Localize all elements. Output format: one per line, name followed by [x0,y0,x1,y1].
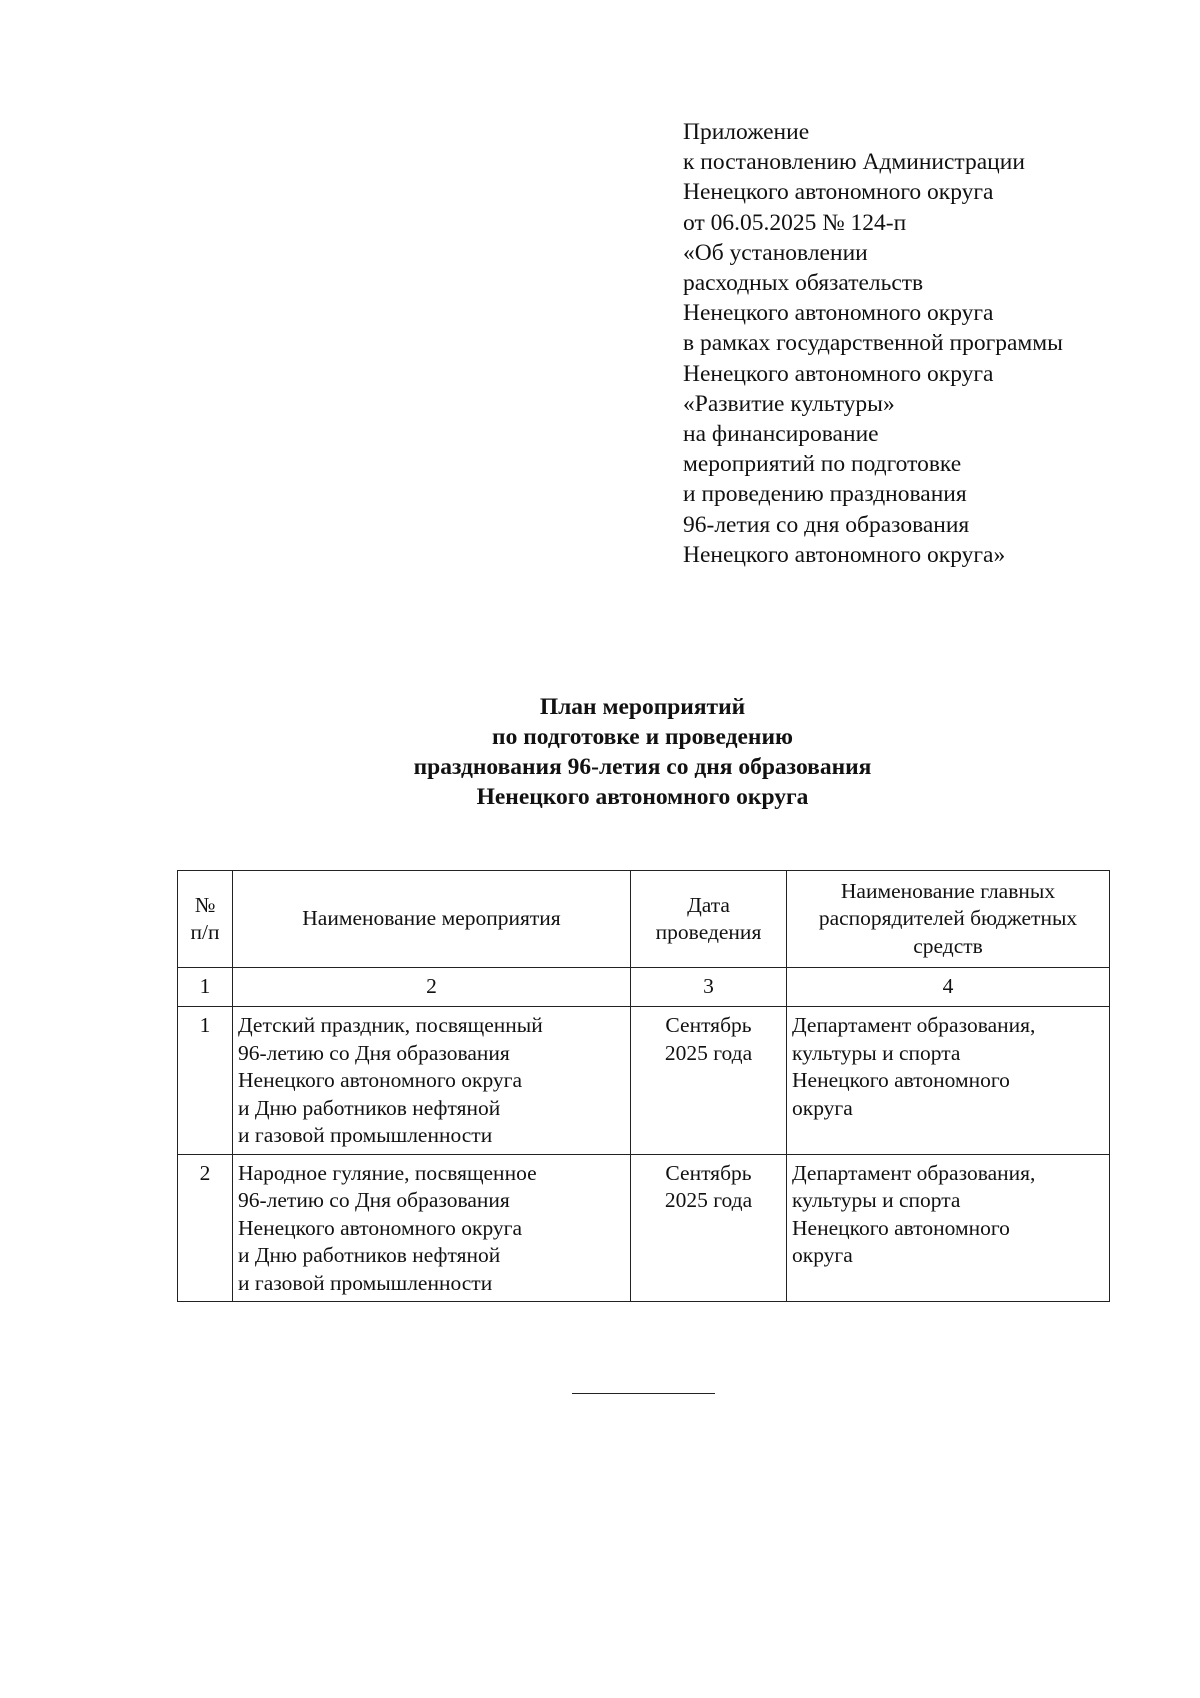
header-date: Дата проведения [631,871,787,968]
appendix-line: Ненецкого автономного округа [683,300,994,327]
budget-manager: Департамент образования, культуры и спорта Ненецкого автономного округа [787,1007,1110,1155]
column-number-row [178,968,1110,1007]
table-row [178,1007,1110,1155]
title-line: Ненецкого автономного округа [476,784,809,810]
appendix-line: Ненецкого автономного округа» [683,541,1006,568]
appendix-line: 96-летия со дня образования [683,511,970,538]
title-line: празднования 96-летия со дня образования [413,754,872,780]
column-number: 3 [631,968,787,1007]
table-header-row [178,871,1110,968]
column-number: 2 [233,968,631,1007]
appendix-line: Ненецкого автономного округа [683,360,994,387]
event-date: Сентябрь 2025 года [631,1007,787,1155]
event-name: Детский праздник, посвященный 96-летию со Дня образования Ненецкого автономного округа и Дню работников нефтяной и газовой промышленности [233,1007,631,1155]
appendix-line: расходных обязательств [683,270,924,297]
appendix-block [683,117,1163,570]
appendix-line: от 06.05.2025 № 124-п [683,209,907,236]
events-plan-table [177,870,1110,1302]
appendix-line: к постановлению Администрации [683,149,1025,176]
title-line: по подготовке и проведению [492,724,793,750]
header-budget-managers: Наименование главных распорядителей бюджетных средств [787,871,1110,968]
appendix-line: Приложение [683,119,810,145]
appendix-line: Ненецкого автономного округа [683,179,994,206]
header-event-name: Наименование мероприятия [233,871,631,968]
header-num: № п/п [178,871,233,968]
row-number: 1 [178,1007,233,1155]
appendix-line: «Об установлении [683,239,868,266]
document-title [0,692,1200,812]
column-number: 1 [178,968,233,1007]
title-line: План мероприятий [539,694,746,720]
appendix-line: на финансирование [683,421,879,448]
table-row [178,1154,1110,1302]
event-name: Народное гуляние, посвященное 96-летию со Дня образования Ненецкого автономного округа и Дню работников нефтяной и газовой промышленности [233,1154,631,1302]
appendix-line: мероприятий по подготовке [683,451,962,478]
column-number: 4 [787,968,1110,1007]
appendix-line: в рамках государственной программы [683,330,1063,357]
appendix-line: «Развитие культуры» [683,390,895,417]
event-date: Сентябрь 2025 года [631,1154,787,1302]
row-number: 2 [178,1154,233,1302]
appendix-line: и проведению празднования [683,481,967,508]
budget-manager: Департамент образования, культуры и спорта Ненецкого автономного округа [787,1154,1110,1302]
end-of-document-rule [572,1393,715,1394]
